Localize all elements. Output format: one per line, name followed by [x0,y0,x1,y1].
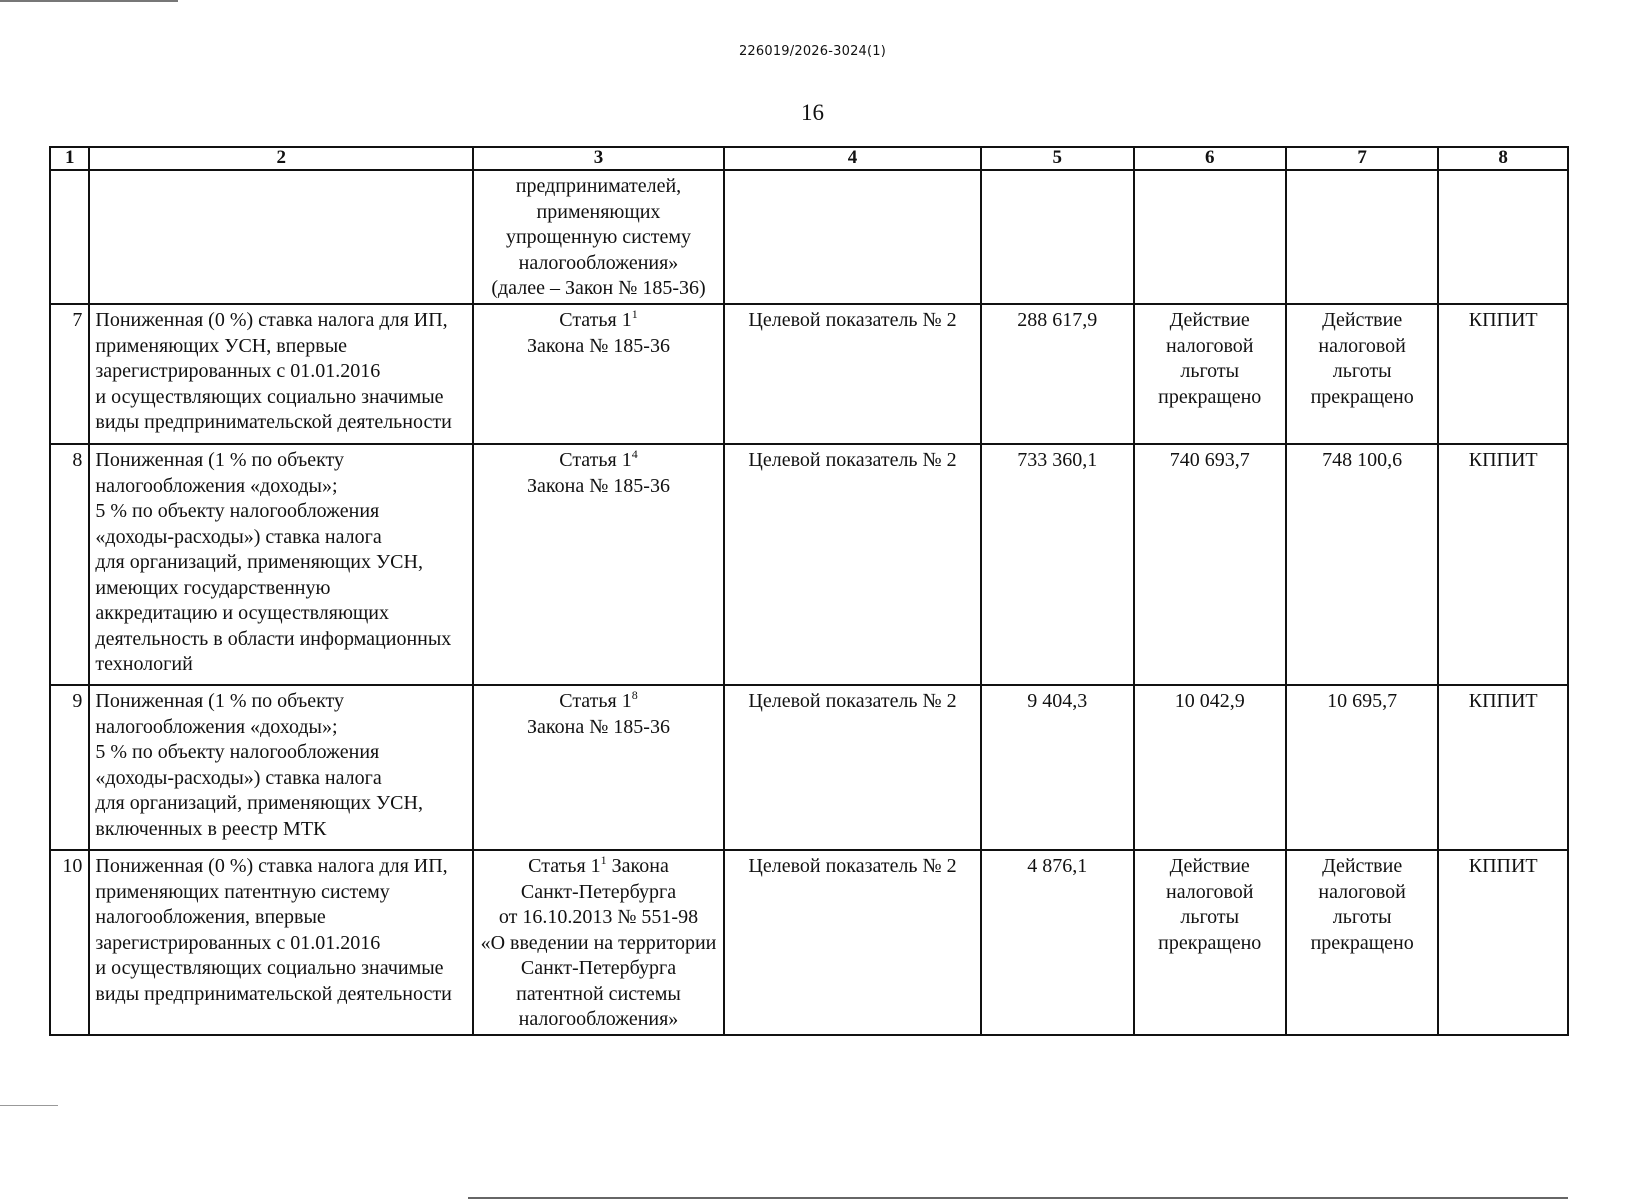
article-label: Статья 1 [528,855,601,877]
scan-edge-top [0,0,178,2]
cell-number [50,170,89,304]
cell-description: Пониженная (1 % по объекту налогообложения «доходы»; 5 % по объекту налогообложения «доходы-расходы») ставка налога для организаций, применяющих УСН, имеющих государственную аккредитацию и осуществляющих деятельность в области информационных технологий [89,444,473,685]
cell-value-6 [1134,170,1286,304]
cell-value-5: 288 617,9 [981,304,1133,444]
cell-description: Пониженная (0 %) ставка налога для ИП, применяющих патентную систему налогообложения, впервые зарегистрированных с 01.01.2016 и осуществляющих социально значимые виды предпринимательской деятельности [89,850,473,1035]
article-label: Статья 1 [559,449,632,471]
cell-number: 7 [50,304,89,444]
page-number: 16 [801,100,824,125]
column-header-1: 1 [50,147,89,170]
cell-indicator: Целевой показатель № 2 [724,685,981,850]
article-law: Закона № 185-36 [527,474,670,497]
column-header-8: 8 [1438,147,1568,170]
column-header-5: 5 [981,147,1133,170]
cell-curator [1438,170,1568,304]
column-header-7: 7 [1286,147,1438,170]
article-law: Закона № 185-36 [527,334,670,357]
table-row [50,444,1568,685]
cell-legal-basis [473,685,724,850]
cell-description [89,170,473,304]
column-header-4: 4 [724,147,981,170]
column-header-2: 2 [89,147,473,170]
article-law: Закона № 185-36 [527,715,670,738]
document-registration-number: 226019/2026-3024(1) [738,44,887,59]
cell-value-5: 4 876,1 [981,850,1133,1035]
cell-description: Пониженная (0 %) ставка налога для ИП, применяющих УСН, впервые зарегистрированных с 01.01.2016 и осуществляющих социально значимые виды предпринимательской деятельности [89,304,473,444]
scan-edge-left [0,1105,58,1106]
cell-number: 8 [50,444,89,685]
cell-curator: КППИТ [1438,444,1568,685]
cell-curator: КППИТ [1438,685,1568,850]
table-row [50,304,1568,444]
cell-value-7: Действие налоговой льготы прекращено [1286,304,1438,444]
cell-value-7: 10 695,7 [1286,685,1438,850]
cell-value-6: Действие налоговой льготы прекращено [1134,304,1286,444]
cell-value-5 [981,170,1133,304]
cell-value-6: 740 693,7 [1134,444,1286,685]
cell-value-5: 9 404,3 [981,685,1133,850]
cell-value-7: 748 100,6 [1286,444,1438,685]
article-law: Закона Санкт-Петербурга от 16.10.2013 № 551-98 «О введении на территории Санкт-Петербурга патентной системы налогообложения» [480,855,717,1030]
column-header-3: 3 [473,147,724,170]
column-number-header-row [50,147,1568,170]
cell-legal-basis [473,850,724,1035]
cell-curator: КППИТ [1438,850,1568,1035]
cell-legal-basis [473,444,724,685]
article-label: Статья 1 [559,690,632,712]
cell-indicator: Целевой показатель № 2 [724,444,981,685]
cell-legal-basis [473,304,724,444]
article-superscript: 1 [631,307,638,321]
cell-value-7: Действие налоговой льготы прекращено [1286,850,1438,1035]
cell-value-5: 733 360,1 [981,444,1133,685]
table-row [50,850,1568,1035]
table-row-continuation [50,170,1568,304]
cell-curator: КППИТ [1438,304,1568,444]
table-row [50,685,1568,850]
article-superscript: 4 [631,447,638,461]
cell-indicator: Целевой показатель № 2 [724,850,981,1035]
article-label: Статья 1 [559,309,632,331]
article-superscript: 8 [631,688,638,702]
column-header-6: 6 [1134,147,1286,170]
cell-value-7 [1286,170,1438,304]
cell-legal-basis: предпринимателей, применяющих упрощенную систему налогообложения» (далее – Закон № 185-36) [473,170,724,304]
article-superscript: 1 [600,853,607,867]
tax-benefits-table [49,146,1569,1036]
cell-value-6: Действие налоговой льготы прекращено [1134,850,1286,1035]
cell-number: 10 [50,850,89,1035]
scan-edge-bottom [468,1197,1568,1199]
cell-number: 9 [50,685,89,850]
cell-description: Пониженная (1 % по объекту налогообложения «доходы»; 5 % по объекту налогообложения «доходы-расходы») ставка налога для организаций, применяющих УСН, включенных в реестр МТК [89,685,473,850]
cell-value-6: 10 042,9 [1134,685,1286,850]
cell-indicator: Целевой показатель № 2 [724,304,981,444]
cell-indicator [724,170,981,304]
